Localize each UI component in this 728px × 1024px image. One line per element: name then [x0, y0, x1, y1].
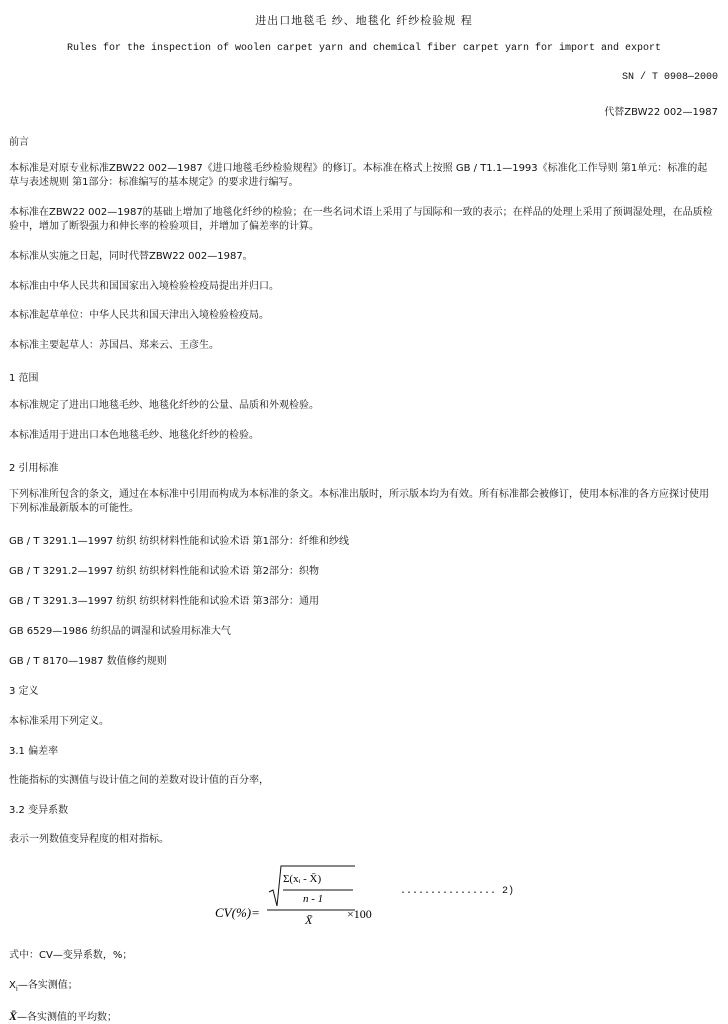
- cv-formula: [215, 862, 395, 932]
- foreword-paragraph-3: 本标准从实施之日起，同时代替ZBW22 002—1987。: [9, 251, 253, 262]
- foreword-paragraph-1: 本标准是对原专业标准ZBW22 002—1987《进口地毯毛纱检验规程》的修订。本标准在格式上按照 GB / T1.1—1993《标准化工作导则 第1单元：标准的起草与表述规则 第1部分：标准编写的基本规定》的要求进行编写。: [9, 163, 708, 188]
- formula-denominator: n - 1: [303, 893, 324, 905]
- formula-numerator: Σ(xᵢ - X̄): [283, 873, 322, 885]
- foreword-paragraph-5: 本标准起草单位：中华人民共和国天津出入境检验检疫局。: [9, 310, 269, 321]
- legend-mean: [9, 1008, 117, 1024]
- formula-times: ×100: [347, 907, 372, 921]
- section-1-heading: 1 范围: [9, 373, 39, 384]
- reference-item: GB 6529—1986 纺织品的调湿和试验用标准大气: [9, 626, 231, 637]
- legend-xi-symbol: X: [9, 980, 16, 991]
- section-1-paragraph-1: 本标准规定了进出口地毯毛纱、地毯化纤纱的公量、品质和外观检验。: [9, 400, 319, 411]
- replaces-standard: 代替ZBW22 002—1987: [604, 107, 718, 118]
- section-3-1-text: 性能指标的实测值与设计值之间的差数对设计值的百分率，: [9, 775, 269, 786]
- formula-reference: ................ 2): [400, 886, 515, 897]
- document-title: 进出口地毯毛 纱、地毯化 纤纱检验规 程: [255, 14, 473, 27]
- foreword-paragraph-4: 本标准由中华人民共和国国家出入境检验检疫局提出并归口。: [9, 281, 279, 292]
- formula-lhs: CV(%)=: [215, 905, 260, 920]
- section-3-2-text: 表示一列数值变异程度的相对指标。: [9, 834, 169, 845]
- legend-mean-symbol: X̄: [9, 1009, 18, 1023]
- section-1-paragraph-2: 本标准适用于进出口本色地毯毛纱、地毯化纤纱的检验。: [9, 430, 259, 441]
- legend-mean-text: —各实测值的平均数；: [17, 1012, 118, 1023]
- foreword-heading: 前言: [9, 137, 29, 148]
- section-2-heading: 2 引用标准: [9, 463, 59, 474]
- foreword-paragraph-2: 本标准在ZBW22 002—1987的基础上增加了地毯化纤纱的检验；在一些名词术语上采用了与国际和一致的表示；在样品的处理上采用了预调湿处理，在品质检验中，增加了断裂强力和伸长率的检验项目，并增加了偏差率的计算。: [9, 207, 713, 232]
- foreword-paragraph-6: 本标准主要起草人：苏国昌、郑来云、王彦生。: [9, 340, 219, 351]
- reference-item: GB / T 8170—1987 数值修约规则: [9, 656, 167, 667]
- reference-item: GB / T 3291.2—1997 纺织 纺织材料性能和试验术语 第2部分：织物: [9, 566, 319, 577]
- legend-xi: [9, 976, 78, 993]
- section-3-heading: 3 定义: [9, 686, 39, 697]
- formula-mean: X̄: [305, 913, 313, 927]
- section-3-1-heading: 3.1 偏差率: [9, 746, 59, 757]
- legend-cv: 式中：CV—变异系数，%；: [9, 950, 133, 961]
- section-3-2-heading: 3.2 变异系数: [9, 805, 69, 816]
- section-2-paragraph-1: 下列标准所包含的条文，通过在本标准中引用而构成为本标准的条文。本标准出版时，所示版本均为有效。所有标准都会被修订，使用本标准的各方应探讨使用下列标准最新版本的可能性。: [9, 489, 709, 514]
- section-3-paragraph: 本标准采用下列定义。: [9, 716, 109, 727]
- legend-xi-subscript: i: [15, 985, 18, 993]
- reference-item: GB / T 3291.1—1997 纺织 纺织材料性能和试验术语 第1部分：纤维和纱线: [9, 536, 349, 547]
- document-subtitle: Rules for the inspection of woolen carpet yarn and chemical fiber carpet yarn for import and export: [66, 43, 662, 54]
- reference-item: GB / T 3291.3—1997 纺织 纺织材料性能和试验术语 第3部分：通用: [9, 596, 319, 607]
- standard-number: SN / T 0908—2000: [621, 72, 718, 83]
- legend-xi-text: —各实测值；: [17, 980, 78, 991]
